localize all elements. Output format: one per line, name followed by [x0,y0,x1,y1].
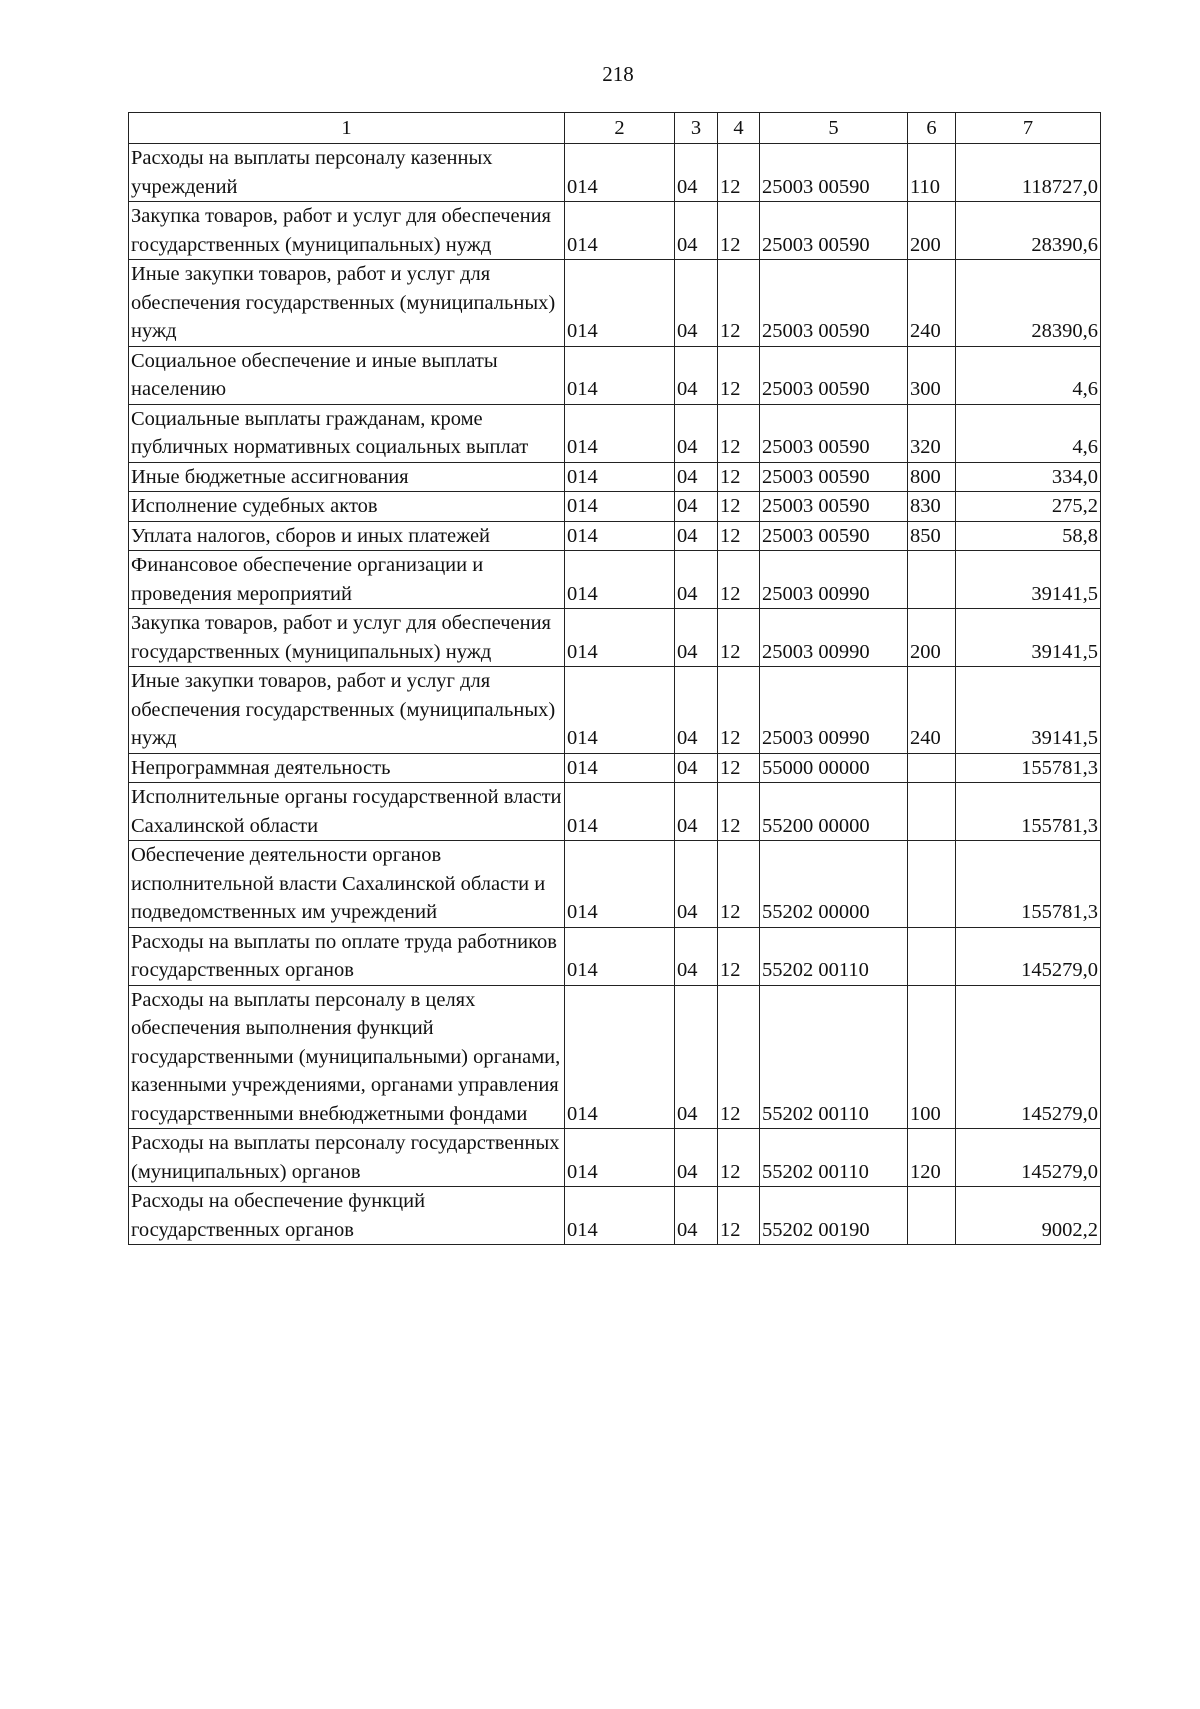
table-row [129,667,1101,754]
row-ministry-code-cell: 014 [565,346,675,404]
table-row [129,260,1101,347]
row-expense-type-cell: 240 [908,667,956,754]
row-expense-type-cell [908,753,956,783]
row-subsection-code-cell: 12 [718,985,760,1129]
row-target-article-cell: 25003 00590 [760,521,908,551]
header-cell-3: 3 [675,113,718,144]
table-row [129,1187,1101,1245]
row-name-cell: Расходы на выплаты персоналу государственных (муниципальных) органов [129,1129,565,1187]
row-name-cell: Расходы на выплаты персоналу казенных учреждений [129,144,565,202]
page-number: 218 [602,62,634,86]
table-row [129,462,1101,492]
row-amount-cell: 9002,2 [956,1187,1101,1245]
row-section-code-cell: 04 [675,462,718,492]
row-expense-type-cell: 120 [908,1129,956,1187]
row-name-cell: Иные закупки товаров, работ и услуг для обеспечения государственных (муниципальных) нужд [129,667,565,754]
row-ministry-code-cell: 014 [565,404,675,462]
row-name-cell: Закупка товаров, работ и услуг для обеспечения государственных (муниципальных) нужд [129,609,565,667]
row-ministry-code-cell: 014 [565,1129,675,1187]
table-row [129,521,1101,551]
header-cell-1: 1 [129,113,565,144]
row-amount-cell: 145279,0 [956,985,1101,1129]
row-name-cell: Исполнительные органы государственной власти Сахалинской области [129,783,565,841]
table-row [129,985,1101,1129]
row-subsection-code-cell: 12 [718,551,760,609]
row-expense-type-cell [908,1187,956,1245]
row-subsection-code-cell: 12 [718,202,760,260]
row-ministry-code-cell: 014 [565,753,675,783]
row-amount-cell: 58,8 [956,521,1101,551]
row-section-code-cell: 04 [675,609,718,667]
table-row [129,551,1101,609]
row-subsection-code-cell: 12 [718,492,760,522]
row-section-code-cell: 04 [675,667,718,754]
row-expense-type-cell: 200 [908,202,956,260]
row-amount-cell: 155781,3 [956,841,1101,928]
row-amount-cell: 39141,5 [956,667,1101,754]
row-target-article-cell: 55202 00190 [760,1187,908,1245]
row-section-code-cell: 04 [675,985,718,1129]
row-name-cell: Иные бюджетные ассигнования [129,462,565,492]
row-section-code-cell: 04 [675,404,718,462]
row-section-code-cell: 04 [675,346,718,404]
row-ministry-code-cell: 014 [565,521,675,551]
row-amount-cell: 145279,0 [956,1129,1101,1187]
row-ministry-code-cell: 014 [565,667,675,754]
row-name-cell: Обеспечение деятельности органов исполнительной власти Сахалинской области и подведомственных им учреждений [129,841,565,928]
row-target-article-cell: 55000 00000 [760,753,908,783]
row-section-code-cell: 04 [675,202,718,260]
row-name-cell: Расходы на выплаты персоналу в целях обеспечения выполнения функций государственными (муниципальными) органами, казенными учреждениями, органами управления государственными внебюджетными фондами [129,985,565,1129]
row-ministry-code-cell: 014 [565,609,675,667]
row-name-cell: Социальное обеспечение и иные выплаты населению [129,346,565,404]
row-name-cell: Уплата налогов, сборов и иных платежей [129,521,565,551]
row-subsection-code-cell: 12 [718,144,760,202]
row-section-code-cell: 04 [675,144,718,202]
row-target-article-cell: 25003 00990 [760,667,908,754]
row-amount-cell: 28390,6 [956,260,1101,347]
row-target-article-cell: 55202 00110 [760,1129,908,1187]
row-expense-type-cell: 110 [908,144,956,202]
row-section-code-cell: 04 [675,521,718,551]
row-subsection-code-cell: 12 [718,927,760,985]
row-name-cell: Финансовое обеспечение организации и проведения мероприятий [129,551,565,609]
table-row [129,1129,1101,1187]
budget-table [128,112,1101,1245]
row-ministry-code-cell: 014 [565,551,675,609]
row-ministry-code-cell: 014 [565,144,675,202]
row-section-code-cell: 04 [675,841,718,928]
table-row [129,927,1101,985]
header-cell-4: 4 [718,113,760,144]
row-amount-cell: 155781,3 [956,783,1101,841]
table-row [129,783,1101,841]
table-row [129,346,1101,404]
table-row [129,609,1101,667]
row-ministry-code-cell: 014 [565,1187,675,1245]
row-expense-type-cell [908,927,956,985]
row-name-cell: Непрограммная деятельность [129,753,565,783]
row-expense-type-cell: 320 [908,404,956,462]
row-target-article-cell: 25003 00990 [760,609,908,667]
row-target-article-cell: 25003 00590 [760,404,908,462]
row-subsection-code-cell: 12 [718,753,760,783]
row-expense-type-cell [908,551,956,609]
row-section-code-cell: 04 [675,260,718,347]
row-amount-cell: 155781,3 [956,753,1101,783]
row-ministry-code-cell: 014 [565,985,675,1129]
header-cell-6: 6 [908,113,956,144]
row-expense-type-cell: 240 [908,260,956,347]
row-subsection-code-cell: 12 [718,260,760,347]
table-row [129,202,1101,260]
table-header-row [129,113,1101,144]
row-ministry-code-cell: 014 [565,462,675,492]
row-name-cell: Закупка товаров, работ и услуг для обеспечения государственных (муниципальных) нужд [129,202,565,260]
row-expense-type-cell: 800 [908,462,956,492]
row-target-article-cell: 55202 00000 [760,841,908,928]
row-target-article-cell: 25003 00590 [760,260,908,347]
row-name-cell: Иные закупки товаров, работ и услуг для обеспечения государственных (муниципальных) нужд [129,260,565,347]
row-amount-cell: 39141,5 [956,551,1101,609]
row-subsection-code-cell: 12 [718,1187,760,1245]
row-name-cell: Исполнение судебных актов [129,492,565,522]
row-ministry-code-cell: 014 [565,841,675,928]
row-ministry-code-cell: 014 [565,202,675,260]
row-target-article-cell: 55200 00000 [760,783,908,841]
row-expense-type-cell: 830 [908,492,956,522]
row-amount-cell: 275,2 [956,492,1101,522]
row-expense-type-cell [908,841,956,928]
row-subsection-code-cell: 12 [718,404,760,462]
row-subsection-code-cell: 12 [718,462,760,492]
row-ministry-code-cell: 014 [565,492,675,522]
row-section-code-cell: 04 [675,753,718,783]
header-cell-5: 5 [760,113,908,144]
row-expense-type-cell: 300 [908,346,956,404]
row-expense-type-cell [908,783,956,841]
row-subsection-code-cell: 12 [718,841,760,928]
row-target-article-cell: 25003 00990 [760,551,908,609]
row-amount-cell: 4,6 [956,404,1101,462]
row-name-cell: Расходы на обеспечение функций государственных органов [129,1187,565,1245]
row-section-code-cell: 04 [675,492,718,522]
row-subsection-code-cell: 12 [718,1129,760,1187]
row-amount-cell: 118727,0 [956,144,1101,202]
row-expense-type-cell: 100 [908,985,956,1129]
table-row [129,841,1101,928]
table-row [129,404,1101,462]
row-ministry-code-cell: 014 [565,260,675,347]
row-section-code-cell: 04 [675,1187,718,1245]
row-target-article-cell: 25003 00590 [760,202,908,260]
row-name-cell: Расходы на выплаты по оплате труда работников государственных органов [129,927,565,985]
row-expense-type-cell: 200 [908,609,956,667]
row-name-cell: Социальные выплаты гражданам, кроме публичных нормативных социальных выплат [129,404,565,462]
row-section-code-cell: 04 [675,927,718,985]
row-amount-cell: 4,6 [956,346,1101,404]
row-target-article-cell: 55202 00110 [760,927,908,985]
row-subsection-code-cell: 12 [718,609,760,667]
row-amount-cell: 145279,0 [956,927,1101,985]
row-subsection-code-cell: 12 [718,783,760,841]
row-section-code-cell: 04 [675,783,718,841]
table-body [129,144,1101,1245]
row-subsection-code-cell: 12 [718,521,760,551]
row-subsection-code-cell: 12 [718,346,760,404]
row-target-article-cell: 25003 00590 [760,144,908,202]
header-cell-2: 2 [565,113,675,144]
row-ministry-code-cell: 014 [565,927,675,985]
row-target-article-cell: 25003 00590 [760,492,908,522]
row-ministry-code-cell: 014 [565,783,675,841]
table-row [129,753,1101,783]
header-cell-7: 7 [956,113,1101,144]
row-target-article-cell: 25003 00590 [760,462,908,492]
table-row [129,144,1101,202]
row-expense-type-cell: 850 [908,521,956,551]
row-amount-cell: 28390,6 [956,202,1101,260]
row-section-code-cell: 04 [675,551,718,609]
row-section-code-cell: 04 [675,1129,718,1187]
row-target-article-cell: 55202 00110 [760,985,908,1129]
row-amount-cell: 39141,5 [956,609,1101,667]
row-target-article-cell: 25003 00590 [760,346,908,404]
row-subsection-code-cell: 12 [718,667,760,754]
table-row [129,492,1101,522]
row-amount-cell: 334,0 [956,462,1101,492]
